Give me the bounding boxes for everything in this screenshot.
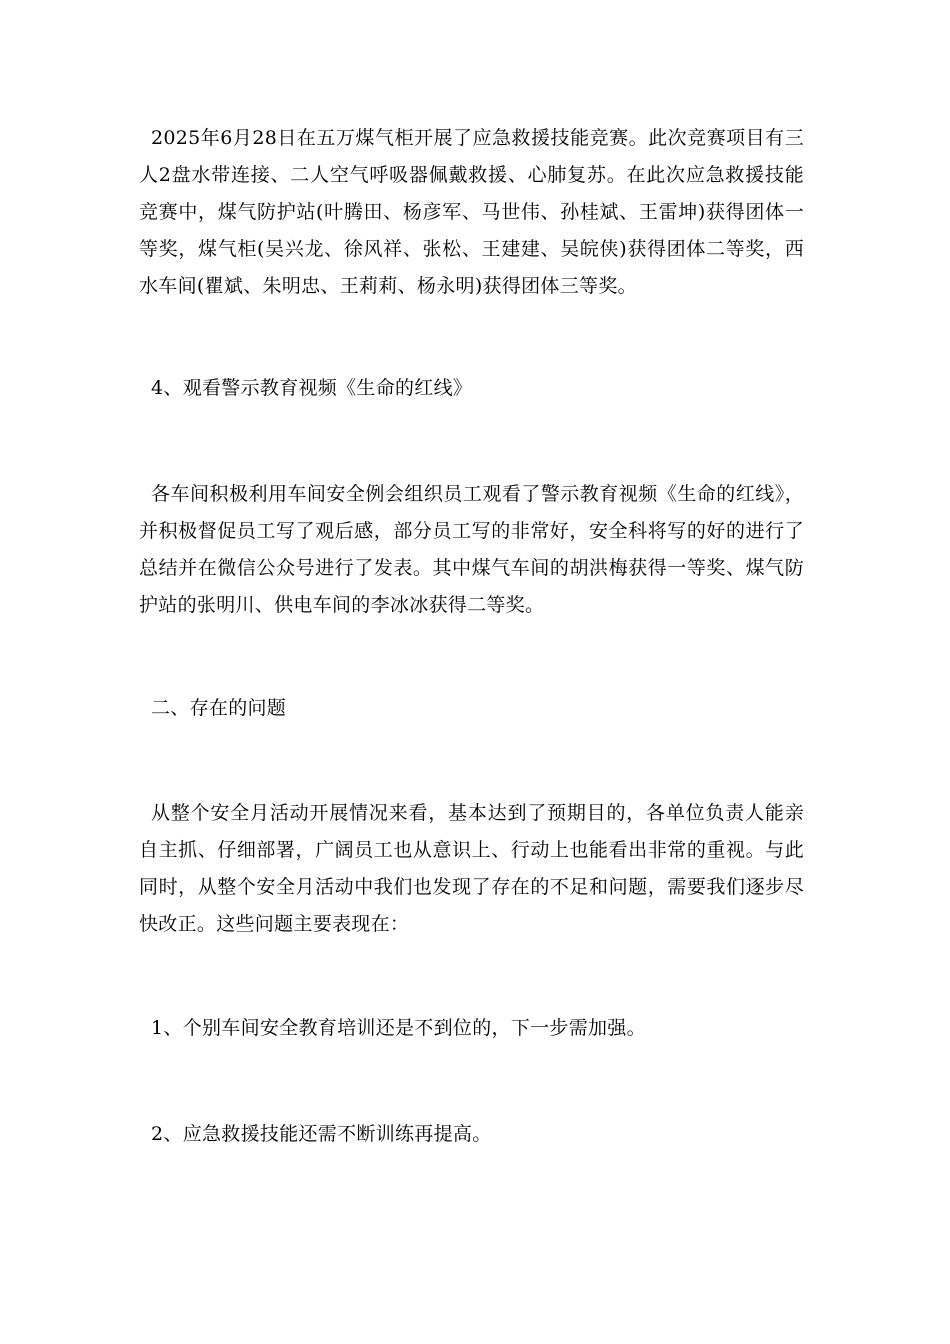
- list-item-problem-2: 2、应急救援技能还需不断训练再提高。: [151, 1123, 492, 1145]
- section-heading-existing-problems: 二、存在的问题: [151, 697, 287, 719]
- paragraph-competition-results: 2025年6月28日在五万煤气柜开展了应急救援技能竞赛。此次竞赛项目有三人2盘水带连接、二人空气呼吸器佩戴救援、心肺复苏。在此次应急救援技能竞赛中，煤气防护站(叶腾田、杨彦军、马世伟、孙桂斌、王雷坤)获得团体一等奖，煤气柜(吴兴龙、徐风祥、张松、王建建、吴皖侠)获得团体二等奖，西水车间(瞿斌、朱明忠、王莉莉、杨永明)获得团体三等奖。: [139, 127, 804, 297]
- section-heading-warning-video: 4、观看警示教育视频《生命的红线》: [151, 377, 473, 399]
- list-item-problem-1: 1、个别车间安全教育培训还是不到位的，下一步需加强。: [151, 1017, 646, 1039]
- paragraph-problems-summary: 从整个安全月活动开展情况来看，基本达到了预期目的，各单位负责人能亲自主抓、仔细部署，广阔员工也从意识上、行动上也能看出非常的重视。与此同时，从整个安全月活动中我们也发现了存在的不足和问题，需要我们逐步尽快改正。这些问题主要表现在：: [139, 802, 804, 935]
- paragraph-warning-video: 各车间积极利用车间安全例会组织员工观看了警示教育视频《生命的红线》，并积极督促员工写了观后感，部分员工写的非常好，安全科将写的好的进行了总结并在微信公众号进行了发表。其中煤气车间的胡洪梅获得一等奖、煤气防护站的张明川、供电车间的李冰冰获得二等奖。: [139, 483, 804, 616]
